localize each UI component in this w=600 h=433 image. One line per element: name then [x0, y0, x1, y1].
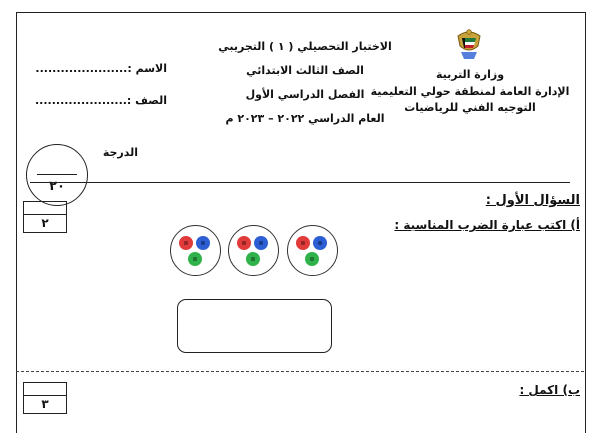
section-divider	[16, 371, 584, 372]
part-b-score: ٣	[41, 397, 49, 411]
emblem-icon	[452, 26, 486, 62]
button-plate	[287, 225, 338, 276]
part-b-score-box	[23, 382, 67, 414]
ministry-label: وزارة التربية	[435, 68, 505, 81]
score-box-line	[24, 395, 66, 396]
blue-button-icon	[196, 236, 210, 250]
blue-button-icon	[313, 236, 327, 250]
button-plate	[228, 225, 279, 276]
department-label: التوجيه الفني للرياضيات	[404, 101, 536, 114]
directorate-label: الإدارة العامة لمنطقة حولي التعليمية	[370, 85, 570, 98]
red-button-icon	[296, 236, 310, 250]
semester-label: الفصل الدراسي الأول	[245, 88, 365, 101]
blue-button-icon	[254, 236, 268, 250]
header-divider	[30, 182, 570, 183]
grade-label: الصف الثالث الابتدائي	[246, 64, 364, 77]
green-button-icon	[305, 252, 319, 266]
red-button-icon	[237, 236, 251, 250]
score-box-line	[24, 214, 66, 215]
question1-title: السؤال الأول :	[485, 193, 580, 208]
question1-score-box	[23, 201, 67, 233]
name-field[interactable]: الاسم :......................	[35, 62, 167, 75]
score-label: الدرجة	[102, 146, 138, 159]
year-label: العام الدراسي ٢٠٢٢ – ٢٠٢٣ م	[225, 112, 385, 125]
green-button-icon	[188, 252, 202, 266]
class-field[interactable]: الصف :......................	[35, 94, 167, 107]
green-button-icon	[246, 252, 260, 266]
red-button-icon	[179, 236, 193, 250]
grade-fraction-line	[37, 174, 77, 175]
part-b-title: ب) اكمل :	[519, 383, 580, 397]
grade-circle	[26, 144, 88, 206]
exam-title: الاختبار التحصيلي ( ١ ) التجريبي	[218, 40, 392, 53]
question1-score: ٢	[41, 216, 49, 230]
answer-box[interactable]	[177, 299, 332, 353]
question1-part-a: أ) اكتب عبارة الضرب المناسبة :	[394, 218, 580, 232]
button-plate	[170, 225, 221, 276]
grade-total: ٢٠	[49, 179, 65, 194]
